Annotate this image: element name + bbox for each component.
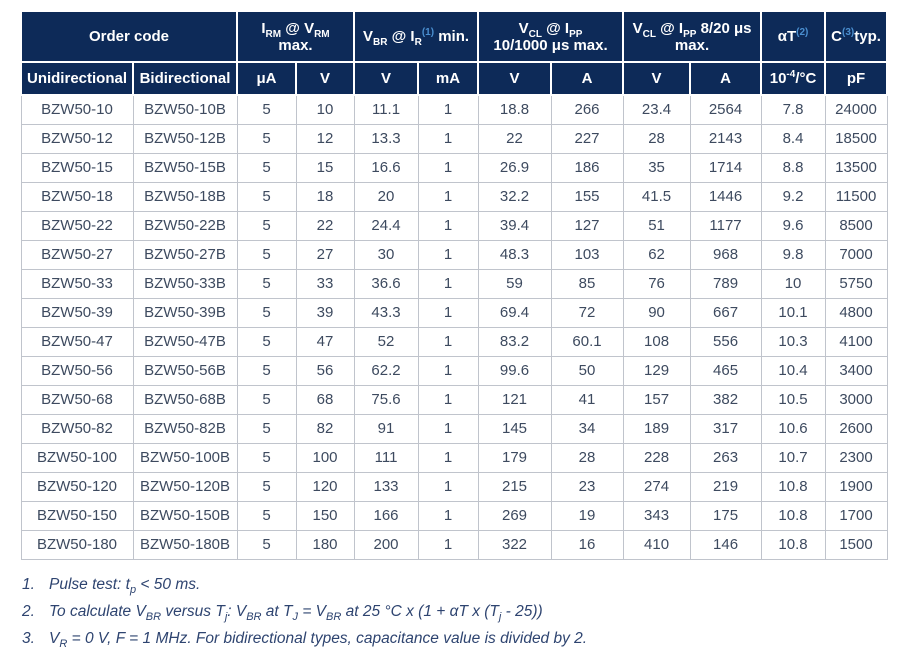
value-cell: 10.1 xyxy=(761,298,825,327)
header-alpha-t xyxy=(761,11,825,62)
order-code-unidirectional: BZW50-10 xyxy=(21,95,133,124)
value-cell: 100 xyxy=(296,443,354,472)
value-cell: 10.8 xyxy=(761,530,825,559)
order-code-bidirectional: BZW50-68B xyxy=(133,385,237,414)
value-cell: 1 xyxy=(418,414,478,443)
value-cell: 47 xyxy=(296,327,354,356)
header-unit-row xyxy=(21,62,887,95)
header-group-row xyxy=(21,11,887,62)
value-cell: 4100 xyxy=(825,327,887,356)
value-cell: 1 xyxy=(418,298,478,327)
value-cell: 1 xyxy=(418,211,478,240)
value-cell: 18.8 xyxy=(478,95,551,124)
value-cell: 10.7 xyxy=(761,443,825,472)
value-cell: 175 xyxy=(690,501,761,530)
order-code-bidirectional: BZW50-18B xyxy=(133,182,237,211)
value-cell: 1 xyxy=(418,472,478,501)
value-cell: 33 xyxy=(296,269,354,298)
value-cell: 10.5 xyxy=(761,385,825,414)
value-cell: 1177 xyxy=(690,211,761,240)
vbr-line: $V_{BR}$ @ $I_R^{(1)}$ min. xyxy=(362,27,470,48)
value-cell: 22 xyxy=(478,124,551,153)
value-cell: 56 xyxy=(296,356,354,385)
value-cell: 83.2 xyxy=(478,327,551,356)
unit-volt: V xyxy=(623,62,690,95)
order-code-unidirectional: BZW50-47 xyxy=(21,327,133,356)
order-code-unidirectional: BZW50-82 xyxy=(21,414,133,443)
value-cell: 18 xyxy=(296,182,354,211)
table-row xyxy=(21,153,887,182)
value-cell: 103 xyxy=(551,240,623,269)
value-cell: 7.8 xyxy=(761,95,825,124)
value-cell: 1900 xyxy=(825,472,887,501)
value-cell: 5 xyxy=(237,472,296,501)
irm-vrm-line1: $I_{RM}$ @ $V_{RM}$ xyxy=(261,19,330,40)
value-cell: 8.4 xyxy=(761,124,825,153)
order-code-unidirectional: BZW50-150 xyxy=(21,501,133,530)
value-cell: 180 xyxy=(296,530,354,559)
value-cell: 1 xyxy=(418,443,478,472)
value-cell: 69.4 xyxy=(478,298,551,327)
order-code-bidirectional: BZW50-39B xyxy=(133,298,237,327)
value-cell: 27 xyxy=(296,240,354,269)
value-cell: 219 xyxy=(690,472,761,501)
value-cell: 2600 xyxy=(825,414,887,443)
table-row xyxy=(21,124,887,153)
order-code-bidirectional: BZW50-22B xyxy=(133,211,237,240)
value-cell: 1700 xyxy=(825,501,887,530)
order-code-unidirectional: BZW50-33 xyxy=(21,269,133,298)
value-cell: 5 xyxy=(237,153,296,182)
footnote xyxy=(22,629,886,648)
value-cell: 166 xyxy=(354,501,418,530)
value-cell: 317 xyxy=(690,414,761,443)
unit-volt: V xyxy=(478,62,551,95)
value-cell: 556 xyxy=(690,327,761,356)
footnote-text: Pulse test: $t_p < 50$ ms. xyxy=(49,575,201,596)
footnote-text: To calculate $V_{BR}$ versus $T_j$: $V_{BR}$ at $T_J = V_{BR}$ at 25 °C x (1 + αT x $(T_j - 25)$) xyxy=(49,602,543,623)
value-cell: 1 xyxy=(418,240,478,269)
value-cell: 133 xyxy=(354,472,418,501)
value-cell: 5 xyxy=(237,269,296,298)
table-body xyxy=(21,95,887,559)
value-cell: 5 xyxy=(237,501,296,530)
table-header xyxy=(21,11,887,95)
header-vcl-10-1000 xyxy=(478,11,623,62)
footnote-number: 1. xyxy=(22,575,35,593)
order-code-bidirectional: BZW50-47B xyxy=(133,327,237,356)
value-cell: 1714 xyxy=(690,153,761,182)
value-cell: 111 xyxy=(354,443,418,472)
value-cell: 68 xyxy=(296,385,354,414)
footnote-ref-1: (1) xyxy=(421,27,435,38)
order-code-bidirectional: BZW50-150B xyxy=(133,501,237,530)
table-row xyxy=(21,298,887,327)
value-cell: 62.2 xyxy=(354,356,418,385)
value-cell: 91 xyxy=(354,414,418,443)
unit-milliamp: mA xyxy=(418,62,478,95)
table-row xyxy=(21,182,887,211)
value-cell: 48.3 xyxy=(478,240,551,269)
value-cell: 10.6 xyxy=(761,414,825,443)
value-cell: 99.6 xyxy=(478,356,551,385)
order-code-unidirectional: BZW50-180 xyxy=(21,530,133,559)
value-cell: 11.1 xyxy=(354,95,418,124)
value-cell: 62 xyxy=(623,240,690,269)
value-cell: 5 xyxy=(237,385,296,414)
value-cell: 8.8 xyxy=(761,153,825,182)
value-cell: 157 xyxy=(623,385,690,414)
value-cell: 24000 xyxy=(825,95,887,124)
order-code-bidirectional: BZW50-12B xyxy=(133,124,237,153)
value-cell: 28 xyxy=(551,443,623,472)
value-cell: 5 xyxy=(237,124,296,153)
order-code-bidirectional: BZW50-33B xyxy=(133,269,237,298)
value-cell: 155 xyxy=(551,182,623,211)
value-cell: 12 xyxy=(296,124,354,153)
footnote xyxy=(22,602,886,621)
value-cell: 5 xyxy=(237,95,296,124)
value-cell: 5 xyxy=(237,443,296,472)
value-cell: 7000 xyxy=(825,240,887,269)
order-code-bidirectional: BZW50-120B xyxy=(133,472,237,501)
value-cell: 43.3 xyxy=(354,298,418,327)
value-cell: 129 xyxy=(623,356,690,385)
vcl-10-1000-line2: 10/1000 μs max. xyxy=(493,36,608,54)
header-capacitance xyxy=(825,11,887,62)
value-cell: 1446 xyxy=(690,182,761,211)
value-cell: 28 xyxy=(623,124,690,153)
table-row xyxy=(21,414,887,443)
value-cell: 10 xyxy=(761,269,825,298)
value-cell: 36.6 xyxy=(354,269,418,298)
value-cell: 22 xyxy=(296,211,354,240)
table-row xyxy=(21,530,887,559)
capacitance-line: $C^{(3)}typ$. xyxy=(831,27,881,45)
order-code-unidirectional: BZW50-27 xyxy=(21,240,133,269)
value-cell: 26.9 xyxy=(478,153,551,182)
value-cell: 2143 xyxy=(690,124,761,153)
unit-volt: V xyxy=(296,62,354,95)
value-cell: 5 xyxy=(237,298,296,327)
value-cell: 18500 xyxy=(825,124,887,153)
value-cell: 1 xyxy=(418,124,478,153)
value-cell: 75.6 xyxy=(354,385,418,414)
value-cell: 1 xyxy=(418,182,478,211)
order-code-unidirectional: BZW50-56 xyxy=(21,356,133,385)
value-cell: 269 xyxy=(478,501,551,530)
value-cell: 10.3 xyxy=(761,327,825,356)
value-cell: 20 xyxy=(354,182,418,211)
table-row xyxy=(21,269,887,298)
value-cell: 52 xyxy=(354,327,418,356)
order-code-bidirectional: BZW50-180B xyxy=(133,530,237,559)
header-bidirectional: Bidirectional xyxy=(133,62,237,95)
value-cell: 82 xyxy=(296,414,354,443)
footnote-number: 2. xyxy=(22,602,35,620)
unit-alpha-t: $10^{-4}/^\circ C$ xyxy=(761,62,825,95)
alpha-t-line: $\alpha T^{(2)}$ xyxy=(777,27,809,45)
header-vcl-8-20 xyxy=(623,11,761,62)
value-cell: 1 xyxy=(418,153,478,182)
value-cell: 145 xyxy=(478,414,551,443)
order-code-unidirectional: BZW50-68 xyxy=(21,385,133,414)
value-cell: 15 xyxy=(296,153,354,182)
value-cell: 16 xyxy=(551,530,623,559)
value-cell: 228 xyxy=(623,443,690,472)
value-cell: 41 xyxy=(551,385,623,414)
value-cell: 13500 xyxy=(825,153,887,182)
value-cell: 4800 xyxy=(825,298,887,327)
value-cell: 1 xyxy=(418,269,478,298)
value-cell: 60.1 xyxy=(551,327,623,356)
value-cell: 5 xyxy=(237,182,296,211)
order-code-unidirectional: BZW50-39 xyxy=(21,298,133,327)
unit-picofarad: pF xyxy=(825,62,887,95)
value-cell: 2564 xyxy=(690,95,761,124)
value-cell: 274 xyxy=(623,472,690,501)
table-row xyxy=(21,211,887,240)
value-cell: 263 xyxy=(690,443,761,472)
value-cell: 215 xyxy=(478,472,551,501)
value-cell: 322 xyxy=(478,530,551,559)
value-cell: 30 xyxy=(354,240,418,269)
value-cell: 2300 xyxy=(825,443,887,472)
order-code-unidirectional: BZW50-100 xyxy=(21,443,133,472)
value-cell: 34 xyxy=(551,414,623,443)
value-cell: 11500 xyxy=(825,182,887,211)
unit-amp: A xyxy=(551,62,623,95)
value-cell: 24.4 xyxy=(354,211,418,240)
value-cell: 10.4 xyxy=(761,356,825,385)
value-cell: 10 xyxy=(296,95,354,124)
value-cell: 127 xyxy=(551,211,623,240)
footnote-number: 3. xyxy=(22,629,35,647)
value-cell: 1 xyxy=(418,385,478,414)
header-order-code xyxy=(21,11,237,62)
value-cell: 9.8 xyxy=(761,240,825,269)
value-cell: 19 xyxy=(551,501,623,530)
value-cell: 1 xyxy=(418,501,478,530)
value-cell: 5 xyxy=(237,327,296,356)
value-cell: 59 xyxy=(478,269,551,298)
value-cell: 5 xyxy=(237,211,296,240)
value-cell: 179 xyxy=(478,443,551,472)
value-cell: 41.5 xyxy=(623,182,690,211)
table-row xyxy=(21,327,887,356)
datasheet-section xyxy=(20,10,886,656)
vcl-8-20-line2: max. xyxy=(674,36,710,54)
value-cell: 3400 xyxy=(825,356,887,385)
table-row xyxy=(21,385,887,414)
value-cell: 189 xyxy=(623,414,690,443)
value-cell: 5750 xyxy=(825,269,887,298)
value-cell: 266 xyxy=(551,95,623,124)
value-cell: 227 xyxy=(551,124,623,153)
vcl-10-1000-line1: $V_{CL}$ @ $I_{PP}$ xyxy=(518,19,583,40)
value-cell: 121 xyxy=(478,385,551,414)
table-row xyxy=(21,95,887,124)
value-cell: 51 xyxy=(623,211,690,240)
unit-microamp: μA xyxy=(237,62,296,95)
order-code-unidirectional: BZW50-15 xyxy=(21,153,133,182)
footnotes xyxy=(20,575,886,648)
value-cell: 16.6 xyxy=(354,153,418,182)
footnote-text: $V_R = 0$ V, F = 1 MHz. For bidirectional types, capacitance value is divided by 2. xyxy=(49,629,588,650)
vcl-8-20-line1: $V_{CL}$ @ $I_{PP}$ 8/20 μs xyxy=(632,19,752,40)
value-cell: 465 xyxy=(690,356,761,385)
value-cell: 667 xyxy=(690,298,761,327)
footnote xyxy=(22,575,886,594)
value-cell: 35 xyxy=(623,153,690,182)
value-cell: 968 xyxy=(690,240,761,269)
order-code-bidirectional: BZW50-15B xyxy=(133,153,237,182)
order-code-unidirectional: BZW50-12 xyxy=(21,124,133,153)
value-cell: 5 xyxy=(237,414,296,443)
order-code-bidirectional: BZW50-56B xyxy=(133,356,237,385)
order-code-label: Order code xyxy=(88,28,170,45)
value-cell: 1 xyxy=(418,530,478,559)
order-code-unidirectional: BZW50-18 xyxy=(21,182,133,211)
value-cell: 5 xyxy=(237,356,296,385)
unit-volt: V xyxy=(354,62,418,95)
order-code-bidirectional: BZW50-82B xyxy=(133,414,237,443)
value-cell: 85 xyxy=(551,269,623,298)
table-row xyxy=(21,472,887,501)
value-cell: 39.4 xyxy=(478,211,551,240)
table-row xyxy=(21,501,887,530)
value-cell: 5 xyxy=(237,240,296,269)
value-cell: 23.4 xyxy=(623,95,690,124)
header-unidirectional: Unidirectional xyxy=(21,62,133,95)
value-cell: 789 xyxy=(690,269,761,298)
value-cell: 150 xyxy=(296,501,354,530)
table-row xyxy=(21,356,887,385)
table-row xyxy=(21,240,887,269)
footnote-ref-2: (2) xyxy=(796,27,809,38)
irm-vrm-line2: max. xyxy=(278,36,313,54)
header-vbr-min xyxy=(354,11,478,62)
value-cell: 9.6 xyxy=(761,211,825,240)
value-cell: 343 xyxy=(623,501,690,530)
order-code-bidirectional: BZW50-100B xyxy=(133,443,237,472)
characteristics-table xyxy=(20,10,888,560)
value-cell: 39 xyxy=(296,298,354,327)
order-code-unidirectional: BZW50-120 xyxy=(21,472,133,501)
value-cell: 76 xyxy=(623,269,690,298)
table-row xyxy=(21,443,887,472)
value-cell: 90 xyxy=(623,298,690,327)
order-code-bidirectional: BZW50-27B xyxy=(133,240,237,269)
value-cell: 10.8 xyxy=(761,472,825,501)
value-cell: 108 xyxy=(623,327,690,356)
value-cell: 3000 xyxy=(825,385,887,414)
value-cell: 10.8 xyxy=(761,501,825,530)
value-cell: 186 xyxy=(551,153,623,182)
value-cell: 9.2 xyxy=(761,182,825,211)
value-cell: 72 xyxy=(551,298,623,327)
value-cell: 1500 xyxy=(825,530,887,559)
value-cell: 13.3 xyxy=(354,124,418,153)
value-cell: 1 xyxy=(418,327,478,356)
value-cell: 23 xyxy=(551,472,623,501)
value-cell: 8500 xyxy=(825,211,887,240)
value-cell: 120 xyxy=(296,472,354,501)
header-irm-vrm-max xyxy=(237,11,354,62)
value-cell: 1 xyxy=(418,356,478,385)
value-cell: 50 xyxy=(551,356,623,385)
value-cell: 1 xyxy=(418,95,478,124)
value-cell: 146 xyxy=(690,530,761,559)
value-cell: 32.2 xyxy=(478,182,551,211)
value-cell: 382 xyxy=(690,385,761,414)
footnote-ref-3: (3) xyxy=(842,27,855,38)
value-cell: 410 xyxy=(623,530,690,559)
value-cell: 200 xyxy=(354,530,418,559)
order-code-unidirectional: BZW50-22 xyxy=(21,211,133,240)
value-cell: 5 xyxy=(237,530,296,559)
unit-amp: A xyxy=(690,62,761,95)
order-code-bidirectional: BZW50-10B xyxy=(133,95,237,124)
